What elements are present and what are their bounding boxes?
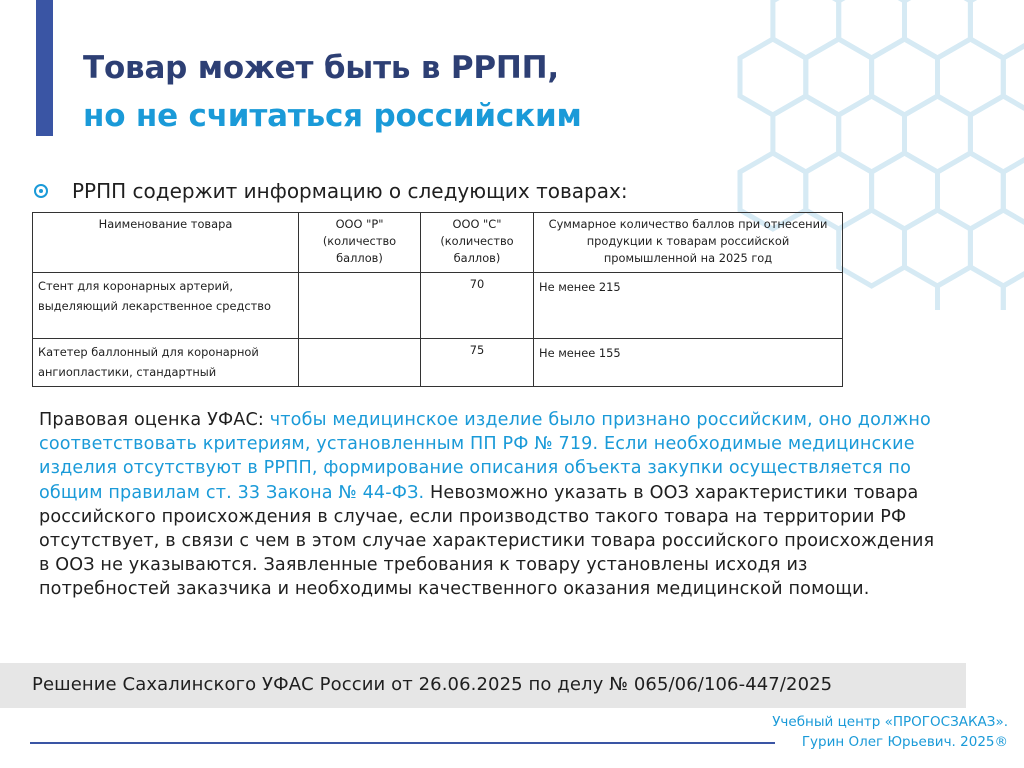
table-cell: Не менее 215 [534, 273, 843, 339]
accent-bar [36, 0, 53, 136]
footer-divider [30, 742, 775, 744]
table-cell: 70 [421, 273, 534, 339]
table-row [33, 339, 843, 387]
hexagon-shape [970, 210, 1024, 286]
table-header-cell: Суммарное количество баллов при отнесении продукции к товарам российской промышленной на 2025 год [534, 213, 843, 273]
hexagon-shape [938, 267, 1004, 310]
table-row [33, 273, 843, 339]
table-header-row [33, 213, 843, 273]
title-line-2: но не считаться российским [83, 98, 582, 134]
page-title [83, 44, 582, 140]
hexagon-shape [905, 0, 971, 58]
hexagon-shape [970, 96, 1024, 172]
bullet-text: РРПП содержит информацию о следующих товарах: [72, 179, 628, 203]
table-header-cell: ООО "С" (количество баллов) [421, 213, 534, 273]
table-cell: 75 [421, 339, 534, 387]
goods-table [32, 212, 843, 387]
legal-label: Правовая оценка УФАС: [39, 410, 264, 430]
footer-line-2: Гурин Олег Юрьевич. 2025® [801, 734, 1008, 750]
table-cell: Стент для коронарных артерий, выделяющий лекарственное средство [33, 273, 299, 339]
radio-circle-icon [34, 184, 48, 198]
bullet-point [34, 176, 628, 206]
footer-credit [772, 712, 1008, 752]
decision-text: Решение Сахалинского УФАС России от 26.06.2025 по делу № 065/06/106-447/2025 [32, 674, 833, 695]
legal-body: Невозможно указать в ООЗ характеристики товара российского происхождения в случае, если производство такого товара на территории РФ отсутствует, в связи с чем в этом случае характеристики товара российского происхождения в ООЗ не указываются. Заявленные требования к товару установлены исходя из потребностей заказчика и необходимы качественного оказания медицинской помощи. [39, 482, 935, 600]
table-cell [299, 273, 421, 339]
legal-highlight: чтобы медицинское изделие было признано российским, оно должно соответствовать критериям, установленным ПП РФ № 719. Если необходимые медицинские изделия отсутствуют в РРПП, формирование описания объекта закупки осуществляется по общим правилам ст. 33 Закона № 44-ФЗ. [39, 410, 931, 503]
table-header-cell: ООО "Р" (количество баллов) [299, 213, 421, 273]
hexagon-shape [773, 0, 839, 58]
table-cell: Катетер баллонный для коронарной ангиопластики, стандартный [33, 339, 299, 387]
title-line-1: Товар может быть в РРПП, [83, 50, 559, 86]
table-header-cell: Наименование товара [33, 213, 299, 273]
hexagon-shape [1003, 267, 1024, 310]
hexagon-shape [839, 0, 905, 58]
table-cell: Не менее 155 [534, 339, 843, 387]
legal-assessment [39, 408, 939, 602]
table-cell [299, 339, 421, 387]
footer-line-1: Учебный центр «ПРОГОСЗАКАЗ». [772, 714, 1008, 730]
hexagon-shape [839, 210, 905, 286]
decision-banner [0, 663, 966, 708]
